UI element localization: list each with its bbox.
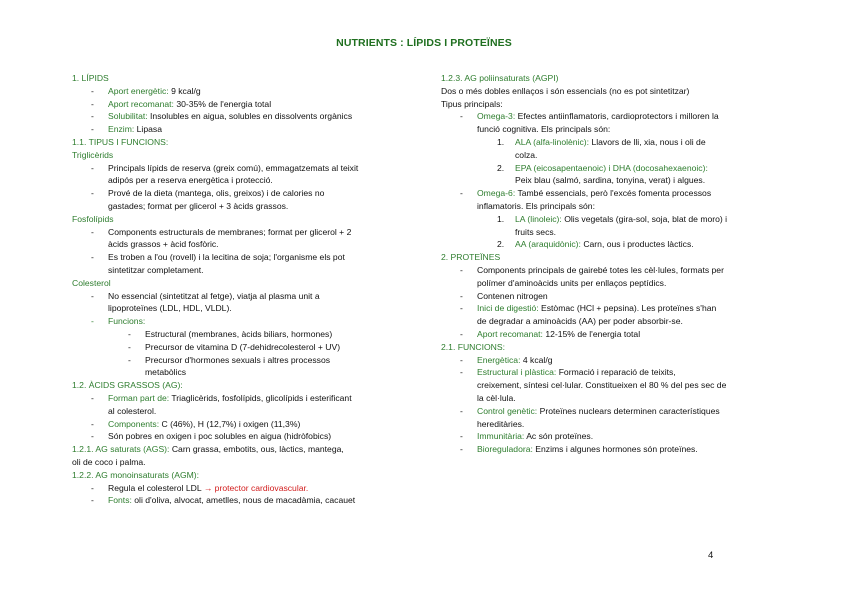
heading-protein-functions: 2.1. FUNCIONS: bbox=[441, 341, 505, 352]
list-item: - Components estructurals de membranes; format per glicerol + 2 bbox=[72, 226, 422, 239]
list-item-genetic: - Control genètic: Proteïnes nuclears determinen característiques bbox=[441, 405, 781, 418]
list-item-continuation: creixement, síntesi cel·lular. Constitueixen el 80 % del pes sec de bbox=[477, 380, 727, 391]
list-item-part-of: - Forman part de: Triaglicèrids, fosfolípids, glicolípids i esterificant bbox=[72, 392, 422, 405]
left-column bbox=[72, 72, 422, 507]
heading-agp: 1.2.3. AG poliinsaturats (AGPI) bbox=[441, 73, 559, 83]
list-item-continuation: adipós per a reserva energètica i protecció. bbox=[108, 175, 273, 186]
heading-cholesterol: Colesterol bbox=[72, 277, 111, 288]
numbered-item-epa-dha: 2. EPA (eicosapentaenoic) i DHA (docosahexaenoic): bbox=[497, 162, 708, 173]
list-item-continuation: àcids grassos + àcid fosfòric. bbox=[108, 239, 219, 250]
list-item: - Principals lípids de reserva (greix comú), emmagatzemats al teixit bbox=[72, 162, 422, 175]
paragraph-continuation: oli de coco i palma. bbox=[72, 456, 146, 467]
list-item-continuation: hereditàries. bbox=[477, 418, 525, 429]
list-item: - Són pobres en oxigen i poc solubles en aigua (hidròfobics) bbox=[72, 430, 422, 443]
heading-phospholipids: Fosfolípids bbox=[72, 213, 114, 224]
numbered-item-ala: 1. ALA (alfa-linolènic): Llavors de lli, xia, nous i oli de bbox=[497, 136, 706, 147]
list-item-continuation: sintetitzar completament. bbox=[108, 264, 204, 275]
list-item-recommended: - Aport recomanat: 30-35% de l'energia total bbox=[72, 98, 422, 111]
list-item-continuation: lipoproteïnes (LDL, HDL, VLDL). bbox=[108, 303, 232, 314]
numbered-item-continuation: colza. bbox=[515, 149, 538, 160]
heading-fatty-acids: 1.2. ÀCIDS GRASSOS (AG): bbox=[72, 380, 183, 391]
sub-list-item: - Estructural (membranes, àcids biliars, hormones) bbox=[72, 328, 422, 341]
heading-proteins: 2. PROTEÏNES bbox=[441, 252, 501, 263]
heading-agm: 1.2.2. AG monoinsaturats (AGM): bbox=[72, 469, 200, 480]
list-item-continuation: inflamatoris. Els principals són: bbox=[477, 200, 595, 211]
list-item-structural: - Estructural i plàstica: Formació i reparació de teixits, bbox=[441, 366, 781, 379]
heading-triglycerides: Triglicèrids bbox=[72, 149, 114, 160]
list-item-functions: - Funcions: bbox=[72, 315, 422, 328]
numbered-item-continuation: fruits secs. bbox=[515, 226, 557, 237]
sub-list-item: - Precursor de vitamina D (7-dehidrecolesterol + UV) bbox=[72, 341, 422, 354]
list-item-digestion: - Inici de digestió: Estòmac (HCl + pepsina). Les proteïnes s'han bbox=[441, 302, 781, 315]
paragraph-ags: 1.2.1. AG saturats (AGS): Carn grassa, embotits, ous, làctics, mantega, bbox=[72, 444, 344, 455]
list-item-recommended: - Aport recomanat: 12-15% de l'energia total bbox=[441, 328, 781, 341]
list-item: - No essencial (sintetitzat al fetge), viatja al plasma unit a bbox=[72, 290, 422, 303]
heading-lipids: 1. LÍPIDS bbox=[72, 73, 109, 83]
list-item-sources: - Fonts: oli d'oliva, alvocat, ametlles, nous de macadàmia, cacauet bbox=[72, 494, 422, 507]
list-item-bioregulatory: - Bioreguladora: Enzims i algunes hormones són proteïnes. bbox=[441, 443, 781, 456]
list-item-continuation: de degradar a aminoàcids (AA) per poder absorbir-se. bbox=[477, 316, 683, 327]
list-item-energetic: - Energètica: 4 kcal/g bbox=[441, 354, 781, 367]
list-item-solubility: - Solubilitat: Insolubles en aigua, solubles en dissolvents orgànics bbox=[72, 110, 422, 123]
list-item-components: - Components: C (46%), H (12,7%) i oxigen (11,3%) bbox=[72, 418, 422, 431]
highlight-text: → protector cardiovascular. bbox=[203, 482, 309, 493]
page-number: 4 bbox=[708, 550, 714, 561]
sub-list-item: - Precursor d'hormones sexuals i altres processos bbox=[72, 354, 422, 367]
list-item-immune: - Immunitària: Ac són proteïnes. bbox=[441, 430, 781, 443]
paragraph: Dos o més dobles enllaços i són essencials (no es pot sintetitzar) bbox=[441, 85, 690, 96]
numbered-item-la: 1. LA (linoleic): Olis vegetals (gira-sol, soja, blat de moro) i bbox=[497, 213, 728, 224]
paragraph: Tipus principals: bbox=[441, 98, 503, 109]
list-item-enzyme: - Enzim: Lipasa bbox=[72, 123, 422, 136]
right-column bbox=[441, 72, 781, 456]
list-item-ldl: - Regula el colesterol LDL → protector cardiovascular. bbox=[72, 482, 422, 495]
list-item-omega3: - Omega-3: Efectes antiinflamatoris, cardioprotectors i milloren la bbox=[441, 110, 781, 123]
page-title: NUTRIENTS : LÍPIDS I PROTEÏNES bbox=[336, 37, 512, 49]
list-item-continuation: funció cognitiva. Els principals són: bbox=[477, 124, 611, 135]
heading-types: 1.1. TIPUS I FUNCIONS: bbox=[72, 136, 169, 147]
sub-list-item-continuation: metabòlics bbox=[145, 367, 187, 378]
list-item-continuation: la cèl·lula. bbox=[477, 392, 516, 403]
list-item-omega6: - Omega-6: També essencials, però l'excés fomenta processos bbox=[441, 187, 781, 200]
list-item-continuation: al colesterol. bbox=[108, 405, 157, 416]
list-item: - Contenen nitrogen bbox=[441, 290, 781, 303]
list-item: - Components principals de gairebé totes les cèl·lules, formats per bbox=[441, 264, 781, 277]
numbered-item-aa: 2. AA (araquidònic): Carn, ous i productes làctics. bbox=[497, 239, 694, 250]
list-item-energy: - Aport energètic: 9 kcal/g bbox=[72, 85, 422, 98]
list-item-continuation: polímer d'aminoàcids units per enllaços peptídics. bbox=[477, 277, 667, 288]
numbered-item-continuation: Peix blau (salmó, sardina, tonyina, verat) i algues. bbox=[515, 175, 706, 186]
list-item-continuation: gastades; format per glicerol + 3 àcids grassos. bbox=[108, 200, 289, 211]
list-item: - Es troben a l'ou (rovell) i la lecitina de soja; l'organisme els pot bbox=[72, 251, 422, 264]
list-item: - Prové de la dieta (mantega, olis, greixos) i de calories no bbox=[72, 187, 422, 200]
